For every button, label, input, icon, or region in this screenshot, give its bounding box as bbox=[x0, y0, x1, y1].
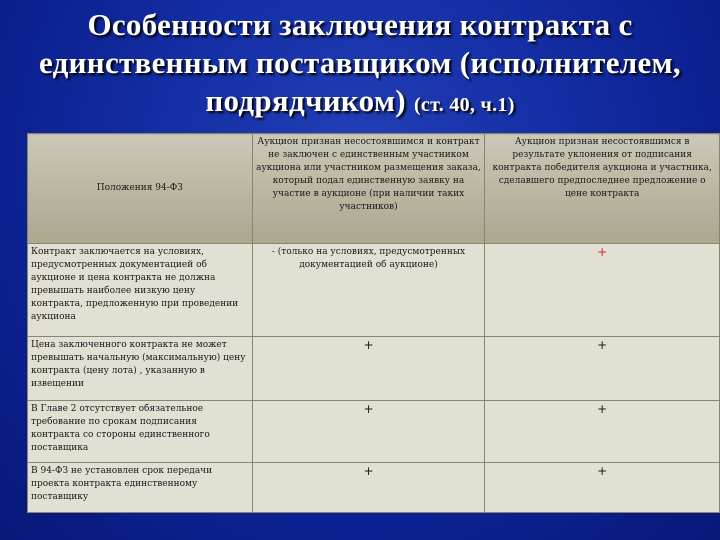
value-cell-col2: + bbox=[485, 244, 720, 337]
value-cell-col1: + bbox=[252, 463, 485, 513]
provision-cell: Контракт заключается на условиях, предусмотренных документацией об аукционе и цена контракта не должна превышать наиболее низкую цену контракта, предложенную при проведении аукциона bbox=[28, 244, 253, 337]
value-cell-col2: + bbox=[485, 401, 720, 463]
header-auction-no-contract: Аукцион признан несостоявшимся и контракт не заключен с единственным участником аукциона или участником размещения заказа, который подал единственную заявку на участие в аукционе (при наличии таких участников) bbox=[252, 134, 485, 244]
slide-title-main: Особенности заключения контракта с единственным поставщиком (исполнителем, подрядчиком) bbox=[39, 7, 681, 118]
table-header-row bbox=[28, 134, 720, 244]
table-row bbox=[28, 244, 720, 337]
slide-title bbox=[20, 6, 700, 124]
slide-title-article-ref: (ст. 40, ч.1) bbox=[413, 94, 515, 116]
value-cell-col2: + bbox=[485, 337, 720, 401]
value-cell-col1: - (только на условиях, предусмотренных документацией об аукционе) bbox=[252, 244, 485, 337]
table-row bbox=[28, 401, 720, 463]
provision-cell: Цена заключенного контракта не может превышать начальную (максимальную) цену контракта (цену лота) , указанную в извещении bbox=[28, 337, 253, 401]
value-cell-col2: + bbox=[485, 463, 720, 513]
table-row bbox=[28, 463, 720, 513]
provision-cell: В Главе 2 отсутствует обязательное требование по срокам подписания контракта со стороны единственного поставщика bbox=[28, 401, 253, 463]
comparison-table bbox=[27, 133, 720, 513]
provision-cell: В 94-ФЗ не установлен срок передачи проекта контракта единственному поставщику bbox=[28, 463, 253, 513]
header-auction-evasion: Аукцион признан несостоявшимся в результате уклонения от подписания контракта победителя аукциона и участника, сделавшего предпоследнее предложение о цене контракта bbox=[485, 134, 720, 244]
header-provisions: Положения 94-ФЗ bbox=[28, 134, 253, 244]
table-row bbox=[28, 337, 720, 401]
value-cell-col1: + bbox=[252, 401, 485, 463]
value-cell-col1: + bbox=[252, 337, 485, 401]
